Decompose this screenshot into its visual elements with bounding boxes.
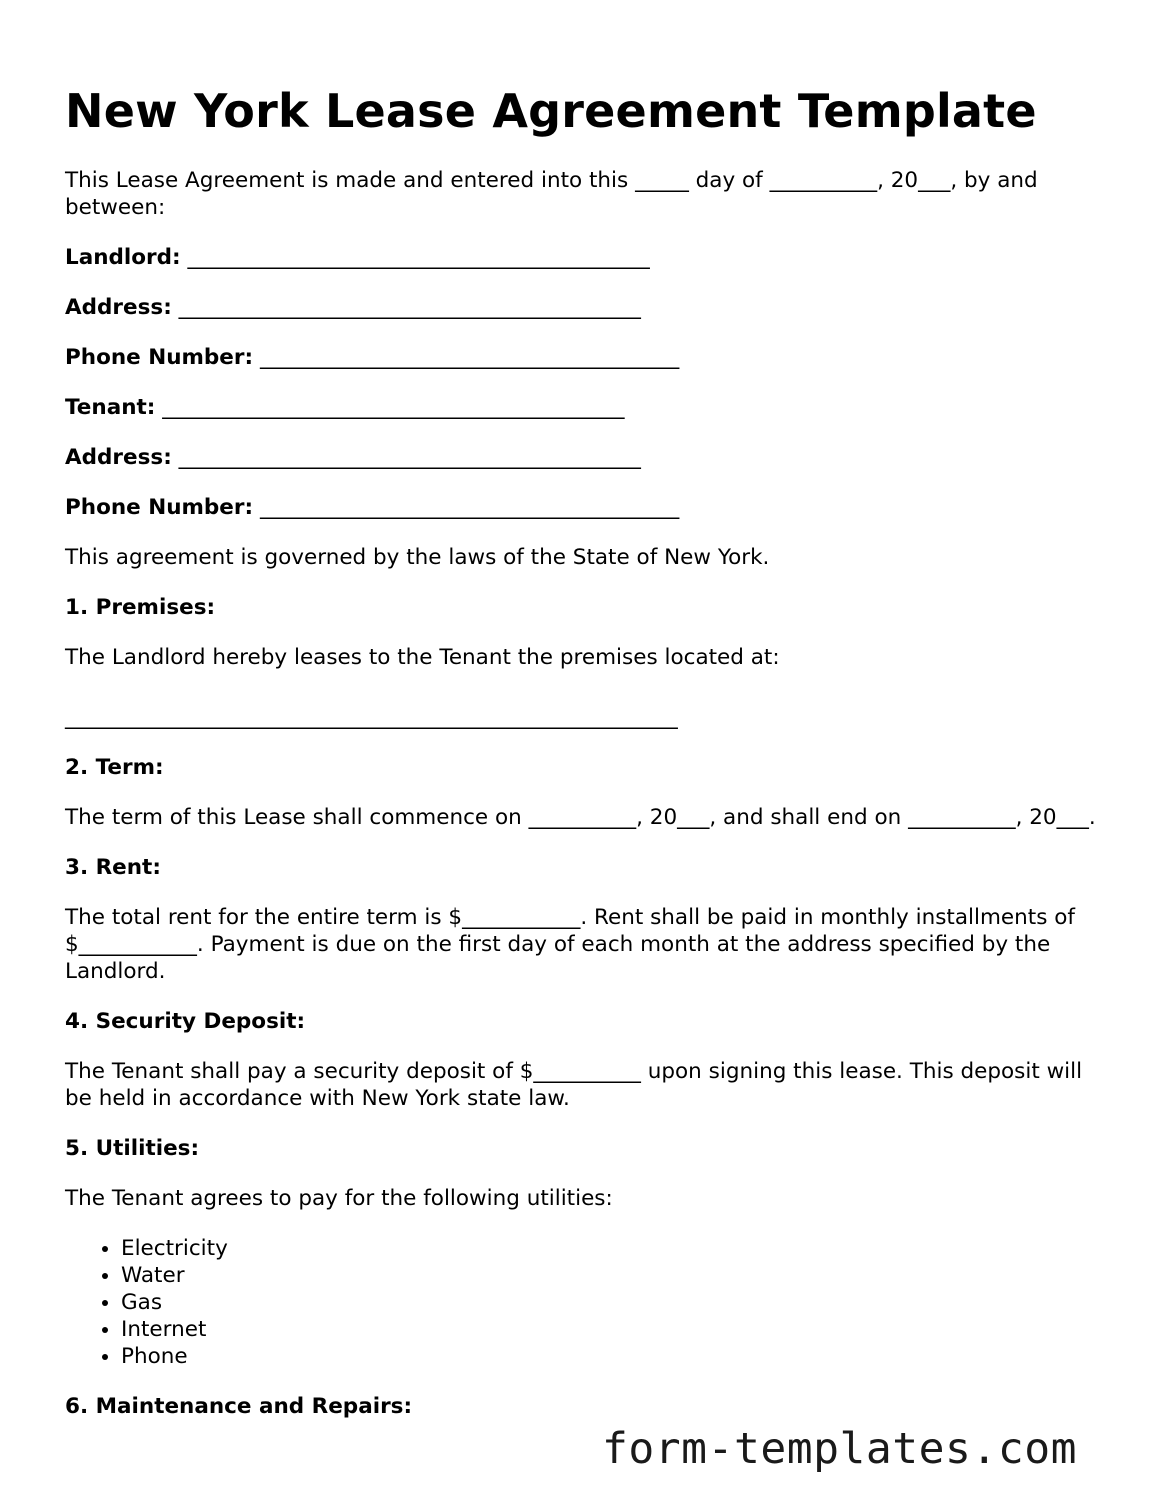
- tenant-blank: ___________________________________________: [162, 395, 625, 420]
- landlord-field: [65, 244, 1115, 271]
- section-heading-utilities: 5. Utilities:: [65, 1136, 200, 1161]
- utilities-paragraph: The Tenant agrees to pay for the following utilities:: [65, 1186, 613, 1211]
- governing-law-paragraph: This agreement is governed by the laws of the State of New York.: [65, 545, 770, 570]
- tenant-address-label: Address:: [65, 445, 172, 470]
- premises-address-blank: _________________________________________________________: [65, 705, 678, 730]
- tenant-field: [65, 394, 1115, 421]
- section-heading-maintenance: 6. Maintenance and Repairs:: [65, 1394, 413, 1419]
- landlord-address-label: Address:: [65, 295, 172, 320]
- term-paragraph: The term of this Lease shall commence on __________, 20___, and shall end on __________, 20___.: [65, 805, 1096, 830]
- tenant-label: Tenant:: [65, 395, 156, 420]
- tenant-phone-blank: _______________________________________: [259, 495, 680, 520]
- intro-paragraph: This Lease Agreement is made and entered into this _____ day of __________, 20___, by and between:: [65, 168, 1038, 220]
- landlord-label: Landlord:: [65, 245, 181, 270]
- list-item: • Internet: [121, 1316, 1115, 1343]
- watermark: form-templates.com: [602, 1424, 1077, 1474]
- landlord-phone-field: [65, 344, 1115, 371]
- section-heading-security-deposit: 4. Security Deposit:: [65, 1009, 306, 1034]
- tenant-address-blank: ___________________________________________: [178, 445, 641, 470]
- premises-paragraph: The Landlord hereby leases to the Tenant the premises located at:: [65, 645, 780, 670]
- security-deposit-paragraph: The Tenant shall pay a security deposit of $__________ upon signing this lease. This deposit will be held in accordance with New York state law.: [65, 1059, 1083, 1111]
- tenant-phone-label: Phone Number:: [65, 495, 254, 520]
- section-heading-rent: 3. Rent:: [65, 855, 161, 880]
- landlord-blank: ___________________________________________: [187, 245, 650, 270]
- landlord-address-blank: ___________________________________________: [178, 295, 641, 320]
- document-page: [65, 0, 1115, 1420]
- list-item: • Electricity: [121, 1235, 1115, 1262]
- list-item: • Water: [121, 1262, 1115, 1289]
- list-item: • Phone: [121, 1343, 1115, 1370]
- tenant-phone-field: [65, 494, 1115, 521]
- landlord-phone-label: Phone Number:: [65, 345, 254, 370]
- list-item: • Gas: [121, 1289, 1115, 1316]
- document-title: New York Lease Agreement Template: [65, 84, 1037, 138]
- landlord-phone-blank: _______________________________________: [259, 345, 680, 370]
- rent-paragraph: The total rent for the entire term is $___________. Rent shall be paid in monthly installments of $___________. Payment is due on the first day of each month at the address specified by the Landlord.: [65, 905, 1075, 984]
- section-heading-term: 2. Term:: [65, 755, 164, 780]
- section-heading-premises: 1. Premises:: [65, 595, 216, 620]
- utilities-list: [65, 1235, 1115, 1370]
- tenant-address-field: [65, 444, 1115, 471]
- landlord-address-field: [65, 294, 1115, 321]
